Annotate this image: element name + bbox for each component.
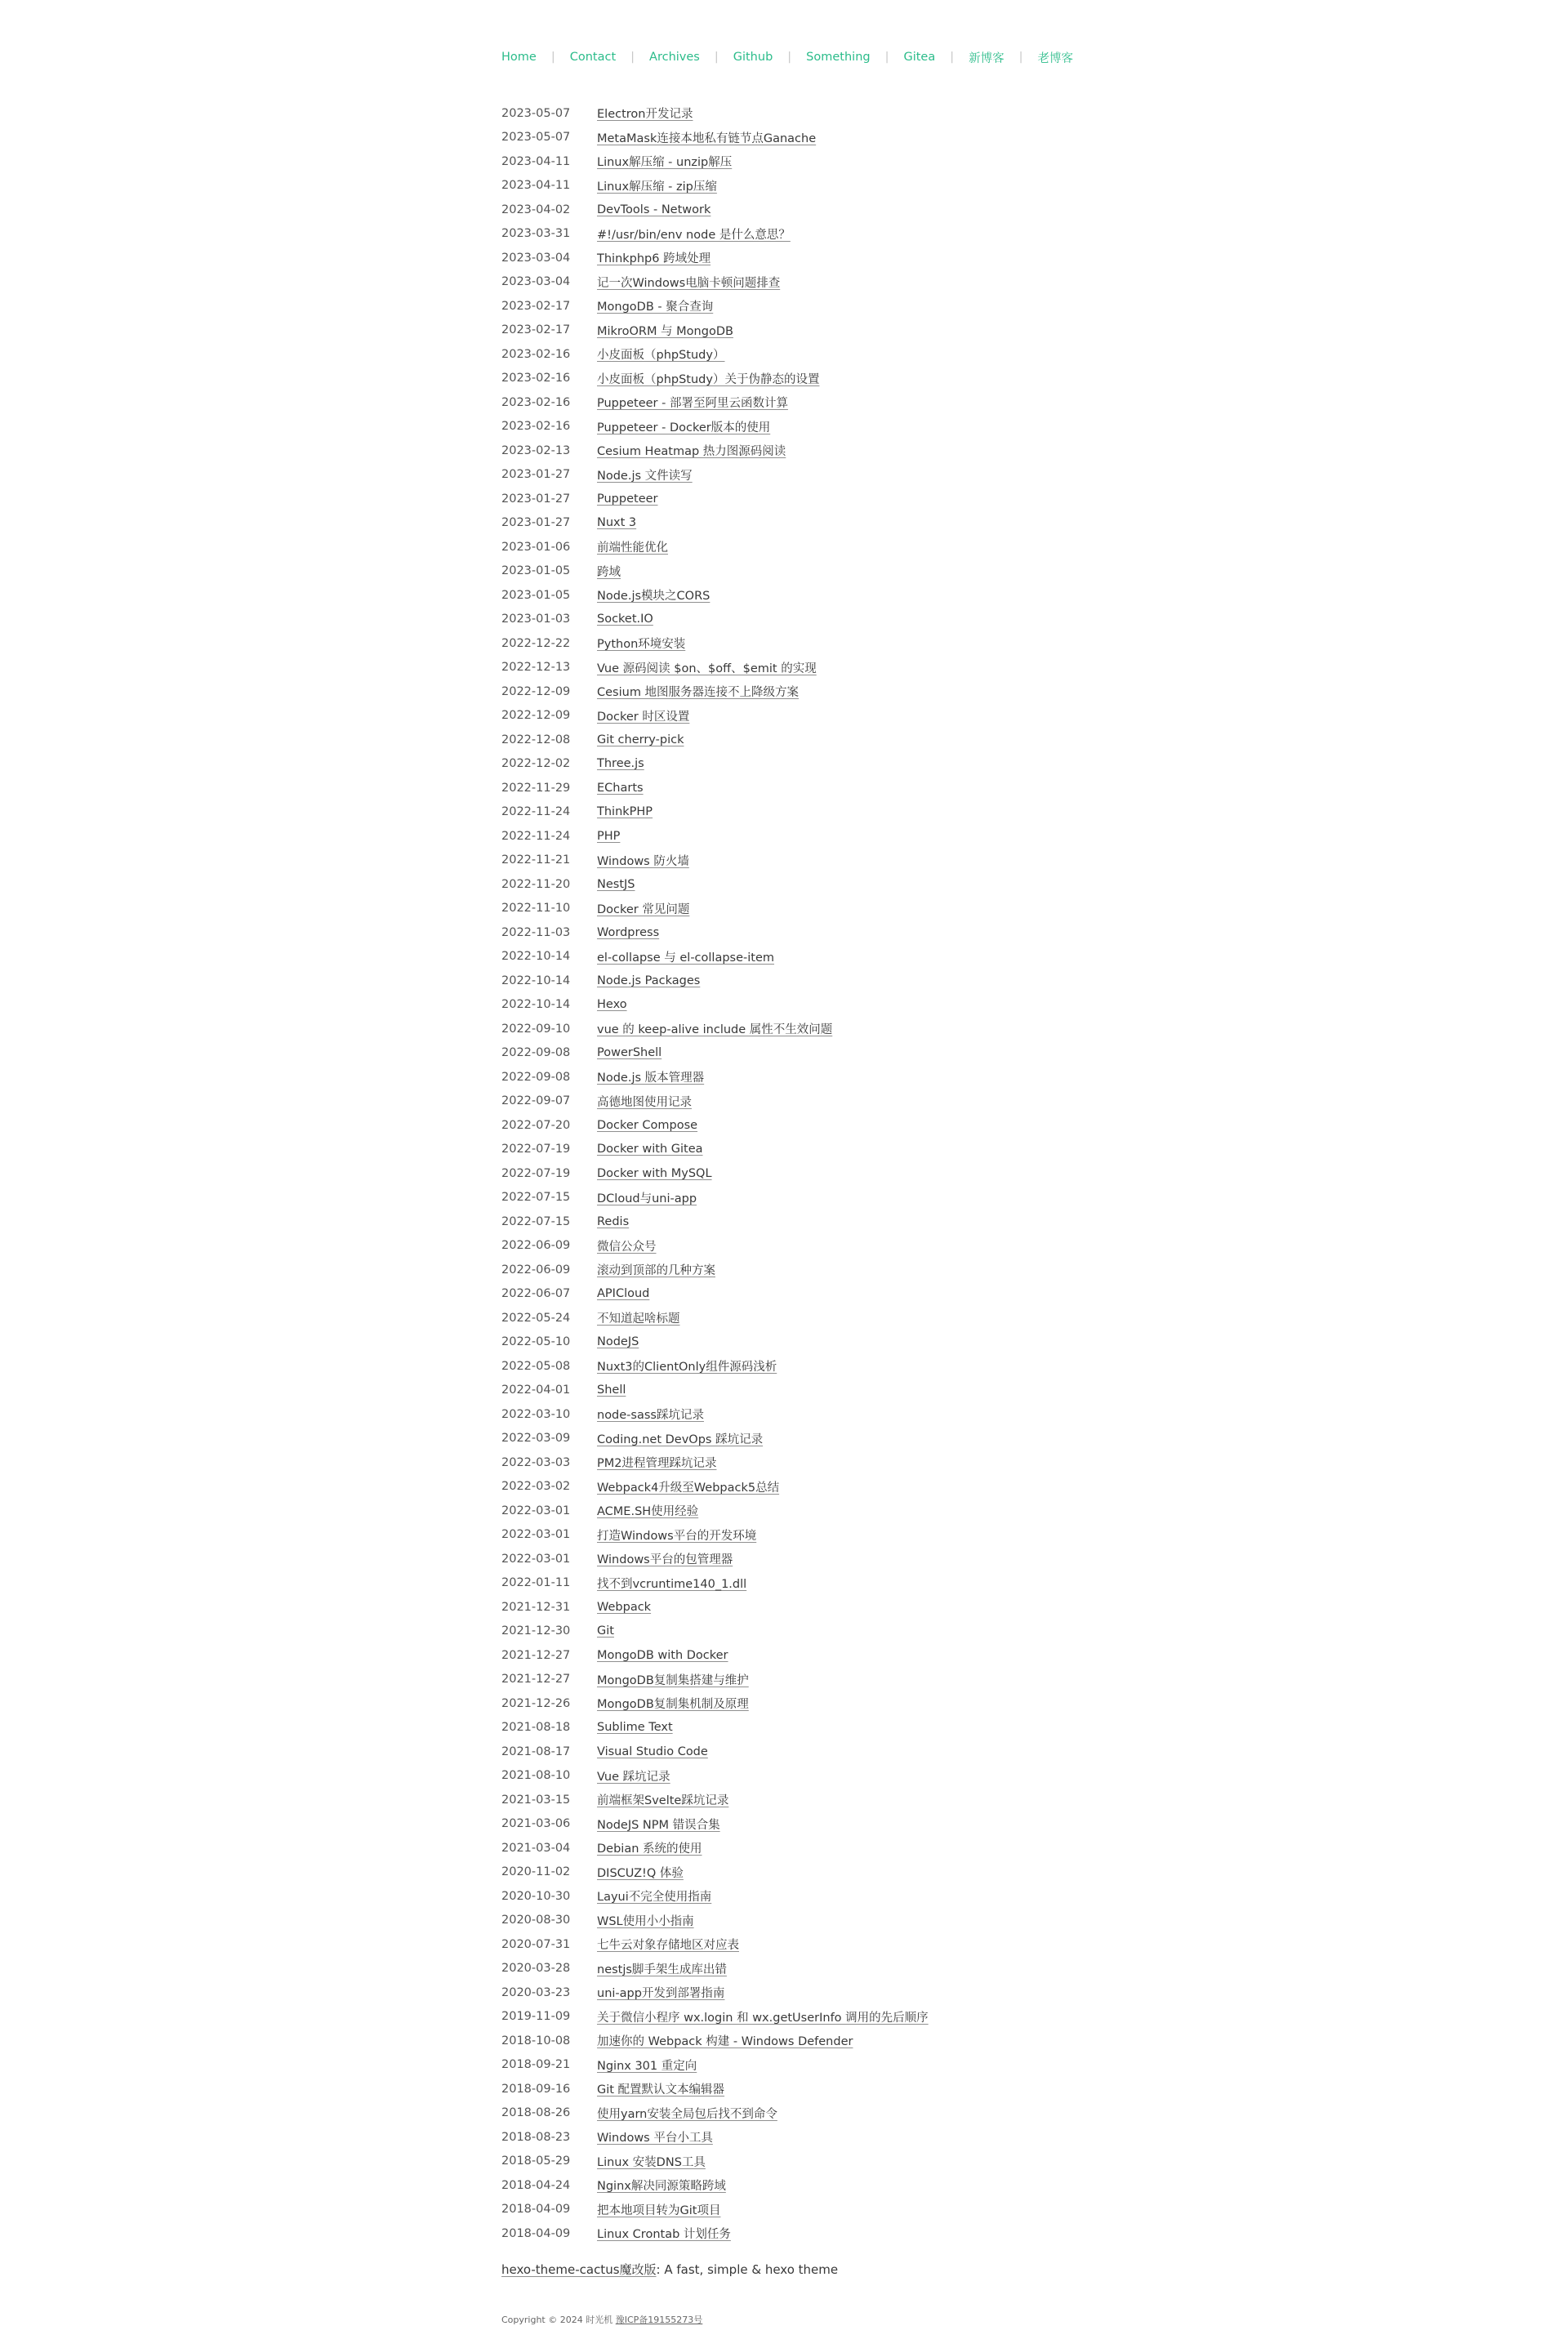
post-date: 2022-05-10	[501, 1335, 571, 1349]
post-item	[501, 993, 929, 1018]
post-title-link[interactable]: 前端框架Svelte踩坑记录	[597, 1794, 729, 1808]
post-date: 2022-12-09	[501, 684, 571, 698]
post-item	[501, 1354, 929, 1379]
post-item	[501, 487, 929, 511]
post-item	[501, 1499, 929, 1523]
post-date: 2023-01-27	[501, 492, 571, 506]
post-item	[501, 1138, 929, 1162]
post-title-link[interactable]: 微信公众号	[597, 1240, 657, 1254]
post-item	[501, 1450, 929, 1475]
post-date: 2022-06-07	[501, 1287, 571, 1301]
post-item	[501, 631, 929, 656]
post-title-link[interactable]: Windows 平台小工具	[597, 2132, 713, 2146]
post-item	[501, 2053, 929, 2078]
post-item	[501, 656, 929, 680]
post-item	[501, 776, 929, 800]
post-title-link[interactable]: Vue 源码阅读 $on、$off、$emit 的实现	[597, 662, 817, 675]
nav-separator: |	[1018, 51, 1023, 64]
post-title-link[interactable]: 七牛云对象存储地区对应表	[597, 1939, 739, 1953]
post-item	[501, 2221, 929, 2246]
main-nav	[501, 47, 1073, 67]
post-item	[501, 1643, 929, 1668]
post-title-link[interactable]: NodeJS	[597, 1335, 639, 1349]
post-item	[501, 1427, 929, 1451]
post-date: 2022-07-19	[501, 1166, 571, 1180]
post-date: 2022-12-09	[501, 709, 571, 723]
post-title-link[interactable]: MongoDB复制集搭建与维护	[597, 1673, 749, 1687]
post-item	[501, 1330, 929, 1355]
post-date: 2022-07-19	[501, 1143, 571, 1156]
post-item	[501, 849, 929, 873]
archive-list	[501, 101, 929, 2246]
post-date: 2022-09-07	[501, 1094, 571, 1108]
post-date: 2023-02-16	[501, 372, 571, 385]
post-item	[501, 1258, 929, 1282]
post-date: 2021-03-06	[501, 1817, 571, 1831]
post-date: 2021-03-04	[501, 1841, 571, 1855]
post-date: 2022-03-01	[501, 1528, 571, 1542]
post-title-link[interactable]: MongoDB复制集机制及原理	[597, 1698, 749, 1712]
post-item	[501, 1788, 929, 1812]
post-date: 2022-04-01	[501, 1384, 571, 1397]
post-date: 2020-03-23	[501, 1985, 571, 1999]
post-item	[501, 1402, 929, 1427]
post-title-link[interactable]: Docker Compose	[597, 1118, 698, 1132]
post-item	[501, 1282, 929, 1307]
post-item	[501, 1620, 929, 1644]
post-title-link[interactable]: Layui不完全使用指南	[597, 1891, 712, 1905]
post-title-link[interactable]: Nginx解决同源策略跨域	[597, 2180, 726, 2194]
post-date: 2023-02-16	[501, 347, 571, 361]
post-item	[501, 1547, 929, 1571]
nav-item-3[interactable]: Github	[733, 51, 773, 64]
post-date: 2023-04-11	[501, 154, 571, 168]
post-title-link[interactable]: el-collapse 与 el-collapse-item	[597, 951, 775, 965]
post-title-link[interactable]: NodeJS NPM 错误合集	[597, 1818, 720, 1832]
post-date: 2023-03-04	[501, 251, 571, 265]
post-date: 2022-09-08	[501, 1046, 571, 1060]
post-date: 2022-07-20	[501, 1118, 571, 1132]
post-date: 2021-12-26	[501, 1696, 571, 1710]
post-title-link[interactable]: Cesium 地图服务器连接不上降级方案	[597, 686, 800, 700]
nav-item-4[interactable]: Something	[806, 51, 871, 64]
post-item	[501, 1523, 929, 1548]
post-title-link[interactable]: 找不到vcruntime140_1.dll	[597, 1577, 747, 1591]
nav-separator: |	[787, 51, 792, 64]
post-title-link[interactable]: Node.js模块之CORS	[597, 590, 710, 604]
nav-item-0[interactable]: Home	[501, 51, 537, 64]
post-date: 2023-01-03	[501, 613, 571, 626]
post-item	[501, 1113, 929, 1138]
post-item	[501, 174, 929, 198]
nav-item-6[interactable]: 新博客	[969, 51, 1004, 65]
post-item	[501, 198, 929, 222]
post-title-link[interactable]: Nginx 301 重定向	[597, 2059, 697, 2073]
post-title-link[interactable]: Linux解压缩 - unzip解压	[597, 156, 733, 170]
post-title-link[interactable]: 前端性能优化	[597, 541, 668, 555]
post-date: 2021-12-31	[501, 1600, 571, 1614]
post-date: 2022-11-24	[501, 829, 571, 843]
post-date: 2022-11-20	[501, 877, 571, 891]
post-title-link[interactable]: 小皮面板（phpStudy）关于伪静态的设置	[597, 372, 820, 386]
post-date: 2020-03-28	[501, 1962, 571, 1976]
post-title-link[interactable]: 跨域	[597, 565, 621, 579]
post-date: 2018-04-24	[501, 2178, 571, 2192]
nav-item-1[interactable]: Contact	[569, 51, 617, 64]
post-title-link[interactable]: Docker 常见问题	[597, 902, 690, 916]
post-date: 2018-05-29	[501, 2154, 571, 2168]
post-date: 2021-08-18	[501, 1721, 571, 1735]
post-item	[501, 1475, 929, 1499]
post-title-link[interactable]: ThinkPHP	[597, 805, 653, 819]
post-item	[501, 342, 929, 367]
post-date: 2023-05-07	[501, 106, 571, 120]
post-item	[501, 2198, 929, 2222]
post-date: 2023-04-02	[501, 203, 571, 216]
post-date: 2021-12-27	[501, 1673, 571, 1687]
post-date: 2022-03-10	[501, 1407, 571, 1421]
post-item	[501, 1740, 929, 1764]
post-title-link[interactable]: nestjs脚手架生成库出错	[597, 1963, 727, 1976]
post-title-link[interactable]: Puppeteer - 部署至阿里云函数计算	[597, 397, 788, 411]
post-date: 2022-01-11	[501, 1576, 571, 1590]
post-item	[501, 1306, 929, 1330]
post-date: 2018-10-08	[501, 2034, 571, 2048]
post-title-link[interactable]: Cesium Heatmap 热力图源码阅读	[597, 445, 786, 459]
post-title-link[interactable]: Thinkphp6 跨域处理	[597, 252, 711, 266]
post-date: 2022-07-15	[501, 1214, 571, 1228]
post-date: 2019-11-09	[501, 2010, 571, 2024]
post-date: 2022-10-14	[501, 974, 571, 987]
post-date: 2022-10-14	[501, 998, 571, 1012]
post-item	[501, 390, 929, 415]
post-title-link[interactable]: node-sass踩坑记录	[597, 1409, 704, 1423]
post-date: 2018-09-21	[501, 2058, 571, 2072]
post-item	[501, 1595, 929, 1620]
post-item	[501, 1234, 929, 1259]
post-date: 2021-12-27	[501, 1648, 571, 1662]
post-item	[501, 608, 929, 632]
post-date: 2022-06-09	[501, 1263, 571, 1277]
post-date: 2023-02-17	[501, 299, 571, 313]
post-title-link[interactable]: Debian 系统的使用	[597, 1843, 702, 1856]
post-item	[501, 1932, 929, 1957]
post-date: 2020-08-30	[501, 1914, 571, 1927]
nav-separator: |	[630, 51, 635, 64]
post-date: 2022-11-24	[501, 805, 571, 819]
post-date: 2022-11-10	[501, 902, 571, 916]
post-date: 2021-08-10	[501, 1769, 571, 1783]
nav-item-2[interactable]: Archives	[649, 51, 700, 64]
post-title-link[interactable]: 把本地项目转为Git项目	[597, 2203, 721, 2217]
post-title-link[interactable]: Sublime Text	[597, 1721, 673, 1735]
post-date: 2022-10-14	[501, 950, 571, 964]
post-item	[501, 246, 929, 270]
post-date: 2022-07-15	[501, 1191, 571, 1205]
post-item	[501, 559, 929, 584]
post-date: 2022-09-10	[501, 1022, 571, 1036]
post-date: 2021-08-17	[501, 1744, 571, 1758]
post-item	[501, 1691, 929, 1716]
post-title-link[interactable]: Node.js 文件读写	[597, 469, 693, 483]
post-title-link[interactable]: Git	[597, 1624, 614, 1638]
post-title-link[interactable]: 滚动到顶部的几种方案	[597, 1264, 715, 1278]
post-date: 2022-06-09	[501, 1239, 571, 1253]
post-title-link[interactable]: Linux解压缩 - zip压缩	[597, 180, 717, 194]
post-item	[501, 1089, 929, 1114]
post-date: 2021-03-15	[501, 1793, 571, 1807]
post-title-link[interactable]: PM2进程管理踩坑记录	[597, 1457, 717, 1471]
post-date: 2022-11-29	[501, 781, 571, 795]
post-date: 2023-02-16	[501, 420, 571, 434]
post-title-link[interactable]: Nuxt3的ClientOnly组件源码浅析	[597, 1361, 777, 1375]
post-title-link[interactable]: Webpack	[597, 1600, 652, 1614]
post-date: 2023-01-27	[501, 516, 571, 530]
post-item	[501, 704, 929, 729]
post-title-link[interactable]: Nuxt 3	[597, 516, 637, 530]
copyright-line	[501, 2313, 702, 2326]
nav-item-7[interactable]: 老博客	[1037, 51, 1074, 65]
post-title-link[interactable]: APICloud	[597, 1287, 650, 1301]
post-item	[501, 463, 929, 488]
post-item	[501, 1571, 929, 1596]
post-item	[501, 1860, 929, 1885]
post-title-link[interactable]: Shell	[597, 1384, 626, 1397]
post-item	[501, 1909, 929, 1933]
post-title-link[interactable]: Docker 时区设置	[597, 710, 690, 724]
post-title-link[interactable]: PowerShell	[597, 1046, 662, 1060]
post-title-link[interactable]: MetaMask连接本地私有链节点Ganache	[597, 131, 817, 145]
post-title-link[interactable]: 加速你的 Webpack 构建 - Windows Defender	[597, 2035, 853, 2049]
post-title-link[interactable]: Node.js Packages	[597, 974, 701, 987]
post-item	[501, 1981, 929, 2005]
post-date: 2022-12-08	[501, 733, 571, 746]
post-date: 2022-05-24	[501, 1311, 571, 1325]
post-item	[501, 920, 929, 945]
post-date: 2022-12-22	[501, 636, 571, 650]
post-date: 2022-11-03	[501, 925, 571, 939]
post-date: 2022-09-08	[501, 1070, 571, 1084]
post-title-link[interactable]: 记一次Windows电脑卡顿问题排查	[597, 276, 781, 290]
post-title-link[interactable]: Windows平台的包管理器	[597, 1553, 733, 1567]
post-title-link[interactable]: Coding.net DevOps 踩坑记录	[597, 1433, 764, 1446]
post-date: 2022-12-13	[501, 661, 571, 675]
post-item	[501, 222, 929, 247]
post-title-link[interactable]: Webpack4升级至Webpack5总结	[597, 1481, 780, 1495]
post-item	[501, 1668, 929, 1692]
post-item	[501, 1065, 929, 1089]
post-item	[501, 945, 929, 969]
post-item	[501, 824, 929, 849]
post-title-link[interactable]: Linux 安装DNS工具	[597, 2155, 706, 2169]
post-title-link[interactable]: WSL使用小小指南	[597, 1914, 694, 1928]
nav-separator: |	[884, 51, 889, 64]
post-title-link[interactable]: DCloud与uni-app	[597, 1192, 697, 1205]
post-title-link[interactable]: DISCUZ!Q 体验	[597, 1866, 684, 1880]
post-item	[501, 535, 929, 559]
post-date: 2022-03-09	[501, 1432, 571, 1446]
post-date: 2020-07-31	[501, 1937, 571, 1951]
post-item	[501, 2101, 929, 2126]
post-date: 2022-03-02	[501, 1480, 571, 1494]
post-title-link[interactable]: Vue 踩坑记录	[597, 1770, 670, 1784]
post-title-link[interactable]: PHP	[597, 829, 621, 843]
post-title-link[interactable]: Node.js 版本管理器	[597, 1072, 705, 1085]
post-date: 2021-12-30	[501, 1624, 571, 1638]
post-title-link[interactable]: Hexo	[597, 998, 627, 1012]
post-item	[501, 367, 929, 391]
post-date: 2020-11-02	[501, 1865, 571, 1879]
post-title-link[interactable]: Wordpress	[597, 925, 660, 939]
post-title-link[interactable]: DevTools - Network	[597, 203, 711, 216]
post-title-link[interactable]: MikroORM 与 MongoDB	[597, 324, 733, 338]
post-item	[501, 2125, 929, 2150]
post-date: 2022-11-21	[501, 853, 571, 867]
post-title-link[interactable]: Windows 防火墙	[597, 854, 689, 868]
post-title-link[interactable]: ACME.SH使用经验	[597, 1505, 699, 1519]
post-item	[501, 752, 929, 777]
post-date: 2018-08-26	[501, 2106, 571, 2120]
theme-description: : A fast, simple & hexo theme	[656, 2262, 839, 2277]
post-item	[501, 1716, 929, 1740]
post-title-link[interactable]: ECharts	[597, 781, 644, 795]
post-date: 2023-03-04	[501, 275, 571, 289]
post-item	[501, 1041, 929, 1066]
nav-separator: |	[950, 51, 955, 64]
post-date: 2023-04-11	[501, 179, 571, 193]
post-date: 2022-12-02	[501, 757, 571, 771]
post-date: 2022-05-08	[501, 1359, 571, 1373]
post-item	[501, 2173, 929, 2198]
post-item	[501, 728, 929, 752]
post-item	[501, 1764, 929, 1789]
post-title-link[interactable]: uni-app开发到部署指南	[597, 1987, 725, 2001]
post-item	[501, 897, 929, 921]
icp-link[interactable]: 豫ICP备19155273号	[615, 2315, 703, 2325]
post-item	[501, 1379, 929, 1403]
post-item	[501, 511, 929, 536]
post-item	[501, 2005, 929, 2030]
post-date: 2018-04-09	[501, 2226, 571, 2240]
post-date: 2018-09-16	[501, 2082, 571, 2096]
post-title-link[interactable]: Puppeteer	[597, 492, 658, 506]
post-date: 2022-03-01	[501, 1504, 571, 1517]
post-title-link[interactable]: Git 配置默认文本编辑器	[597, 2083, 725, 2097]
post-item	[501, 2029, 929, 2053]
post-title-link[interactable]: Git cherry-pick	[597, 733, 684, 746]
post-item	[501, 1884, 929, 1909]
post-date: 2023-01-05	[501, 564, 571, 578]
post-item	[501, 680, 929, 704]
post-item	[501, 439, 929, 463]
post-date: 2018-04-09	[501, 2203, 571, 2217]
post-title-link[interactable]: 打造Windows平台的开发环境	[597, 1529, 757, 1543]
post-title-link[interactable]: Three.js	[597, 757, 644, 771]
post-item	[501, 1161, 929, 1186]
post-title-link[interactable]: NestJS	[597, 877, 635, 891]
post-title-link[interactable]: 关于微信小程序 wx.login 和 wx.getUserInfo 调用的先后顺序	[597, 2011, 929, 2025]
post-title-link[interactable]: 高德地图使用记录	[597, 1095, 692, 1109]
post-item	[501, 101, 929, 126]
post-item	[501, 969, 929, 993]
post-item	[501, 415, 929, 439]
post-date: 2023-05-07	[501, 131, 571, 145]
post-title-link[interactable]: Python环境安装	[597, 638, 686, 652]
post-title-link[interactable]: 不知道起啥标题	[597, 1312, 680, 1326]
post-item	[501, 1812, 929, 1837]
nav-item-5[interactable]: Gitea	[903, 51, 936, 64]
post-date: 2022-03-01	[501, 1552, 571, 1566]
nav-separator: |	[714, 51, 719, 64]
post-title-link[interactable]: Puppeteer - Docker版本的使用	[597, 421, 771, 434]
theme-link[interactable]: hexo-theme-cactus魔改版	[501, 2262, 657, 2277]
post-item	[501, 149, 929, 174]
post-date: 2023-03-31	[501, 227, 571, 241]
post-title-link[interactable]: MongoDB with Docker	[597, 1648, 728, 1662]
post-title-link[interactable]: Redis	[597, 1214, 630, 1228]
post-title-link[interactable]: 使用yarn安装全局包后找不到命令	[597, 2107, 777, 2121]
post-item	[501, 872, 929, 897]
post-date: 2023-02-17	[501, 323, 571, 337]
post-item	[501, 294, 929, 319]
post-item	[501, 1017, 929, 1041]
post-date: 2020-10-30	[501, 1889, 571, 1903]
post-item	[501, 1957, 929, 1981]
post-item	[501, 319, 929, 343]
post-title-link[interactable]: vue 的 keep-alive include 属性不生效问题	[597, 1023, 833, 1037]
post-date: 2023-02-16	[501, 395, 571, 409]
copyright-text: Copyright © 2024 时光机	[501, 2315, 616, 2325]
post-item	[501, 2077, 929, 2101]
post-date: 2023-01-06	[501, 540, 571, 554]
post-title-link[interactable]: Visual Studio Code	[597, 1744, 708, 1758]
post-item	[501, 800, 929, 825]
post-title-link[interactable]: #!/usr/bin/env node 是什么意思？	[597, 228, 791, 242]
post-date: 2018-08-23	[501, 2130, 571, 2144]
nav-separator: |	[550, 51, 555, 64]
post-title-link[interactable]: Docker with Gitea	[597, 1143, 703, 1156]
post-date: 2023-02-13	[501, 443, 571, 457]
post-date: 2022-03-03	[501, 1455, 571, 1469]
post-item	[501, 1836, 929, 1860]
post-item	[501, 1210, 929, 1234]
post-item	[501, 2150, 929, 2174]
post-date: 2023-01-27	[501, 468, 571, 482]
post-item	[501, 583, 929, 608]
post-title-link[interactable]: Electron开发记录	[597, 108, 693, 122]
post-title-link[interactable]: 小皮面板（phpStudy）	[597, 349, 725, 363]
post-title-link[interactable]: Docker with MySQL	[597, 1166, 712, 1180]
post-title-link[interactable]: Linux Crontab 计划任务	[597, 2228, 731, 2242]
post-item	[501, 126, 929, 150]
footer-theme-line	[501, 2261, 838, 2278]
post-item	[501, 1186, 929, 1210]
post-title-link[interactable]: Socket.IO	[597, 613, 653, 626]
post-title-link[interactable]: MongoDB - 聚合查询	[597, 301, 714, 314]
post-item	[501, 270, 929, 295]
post-date: 2023-01-05	[501, 588, 571, 602]
